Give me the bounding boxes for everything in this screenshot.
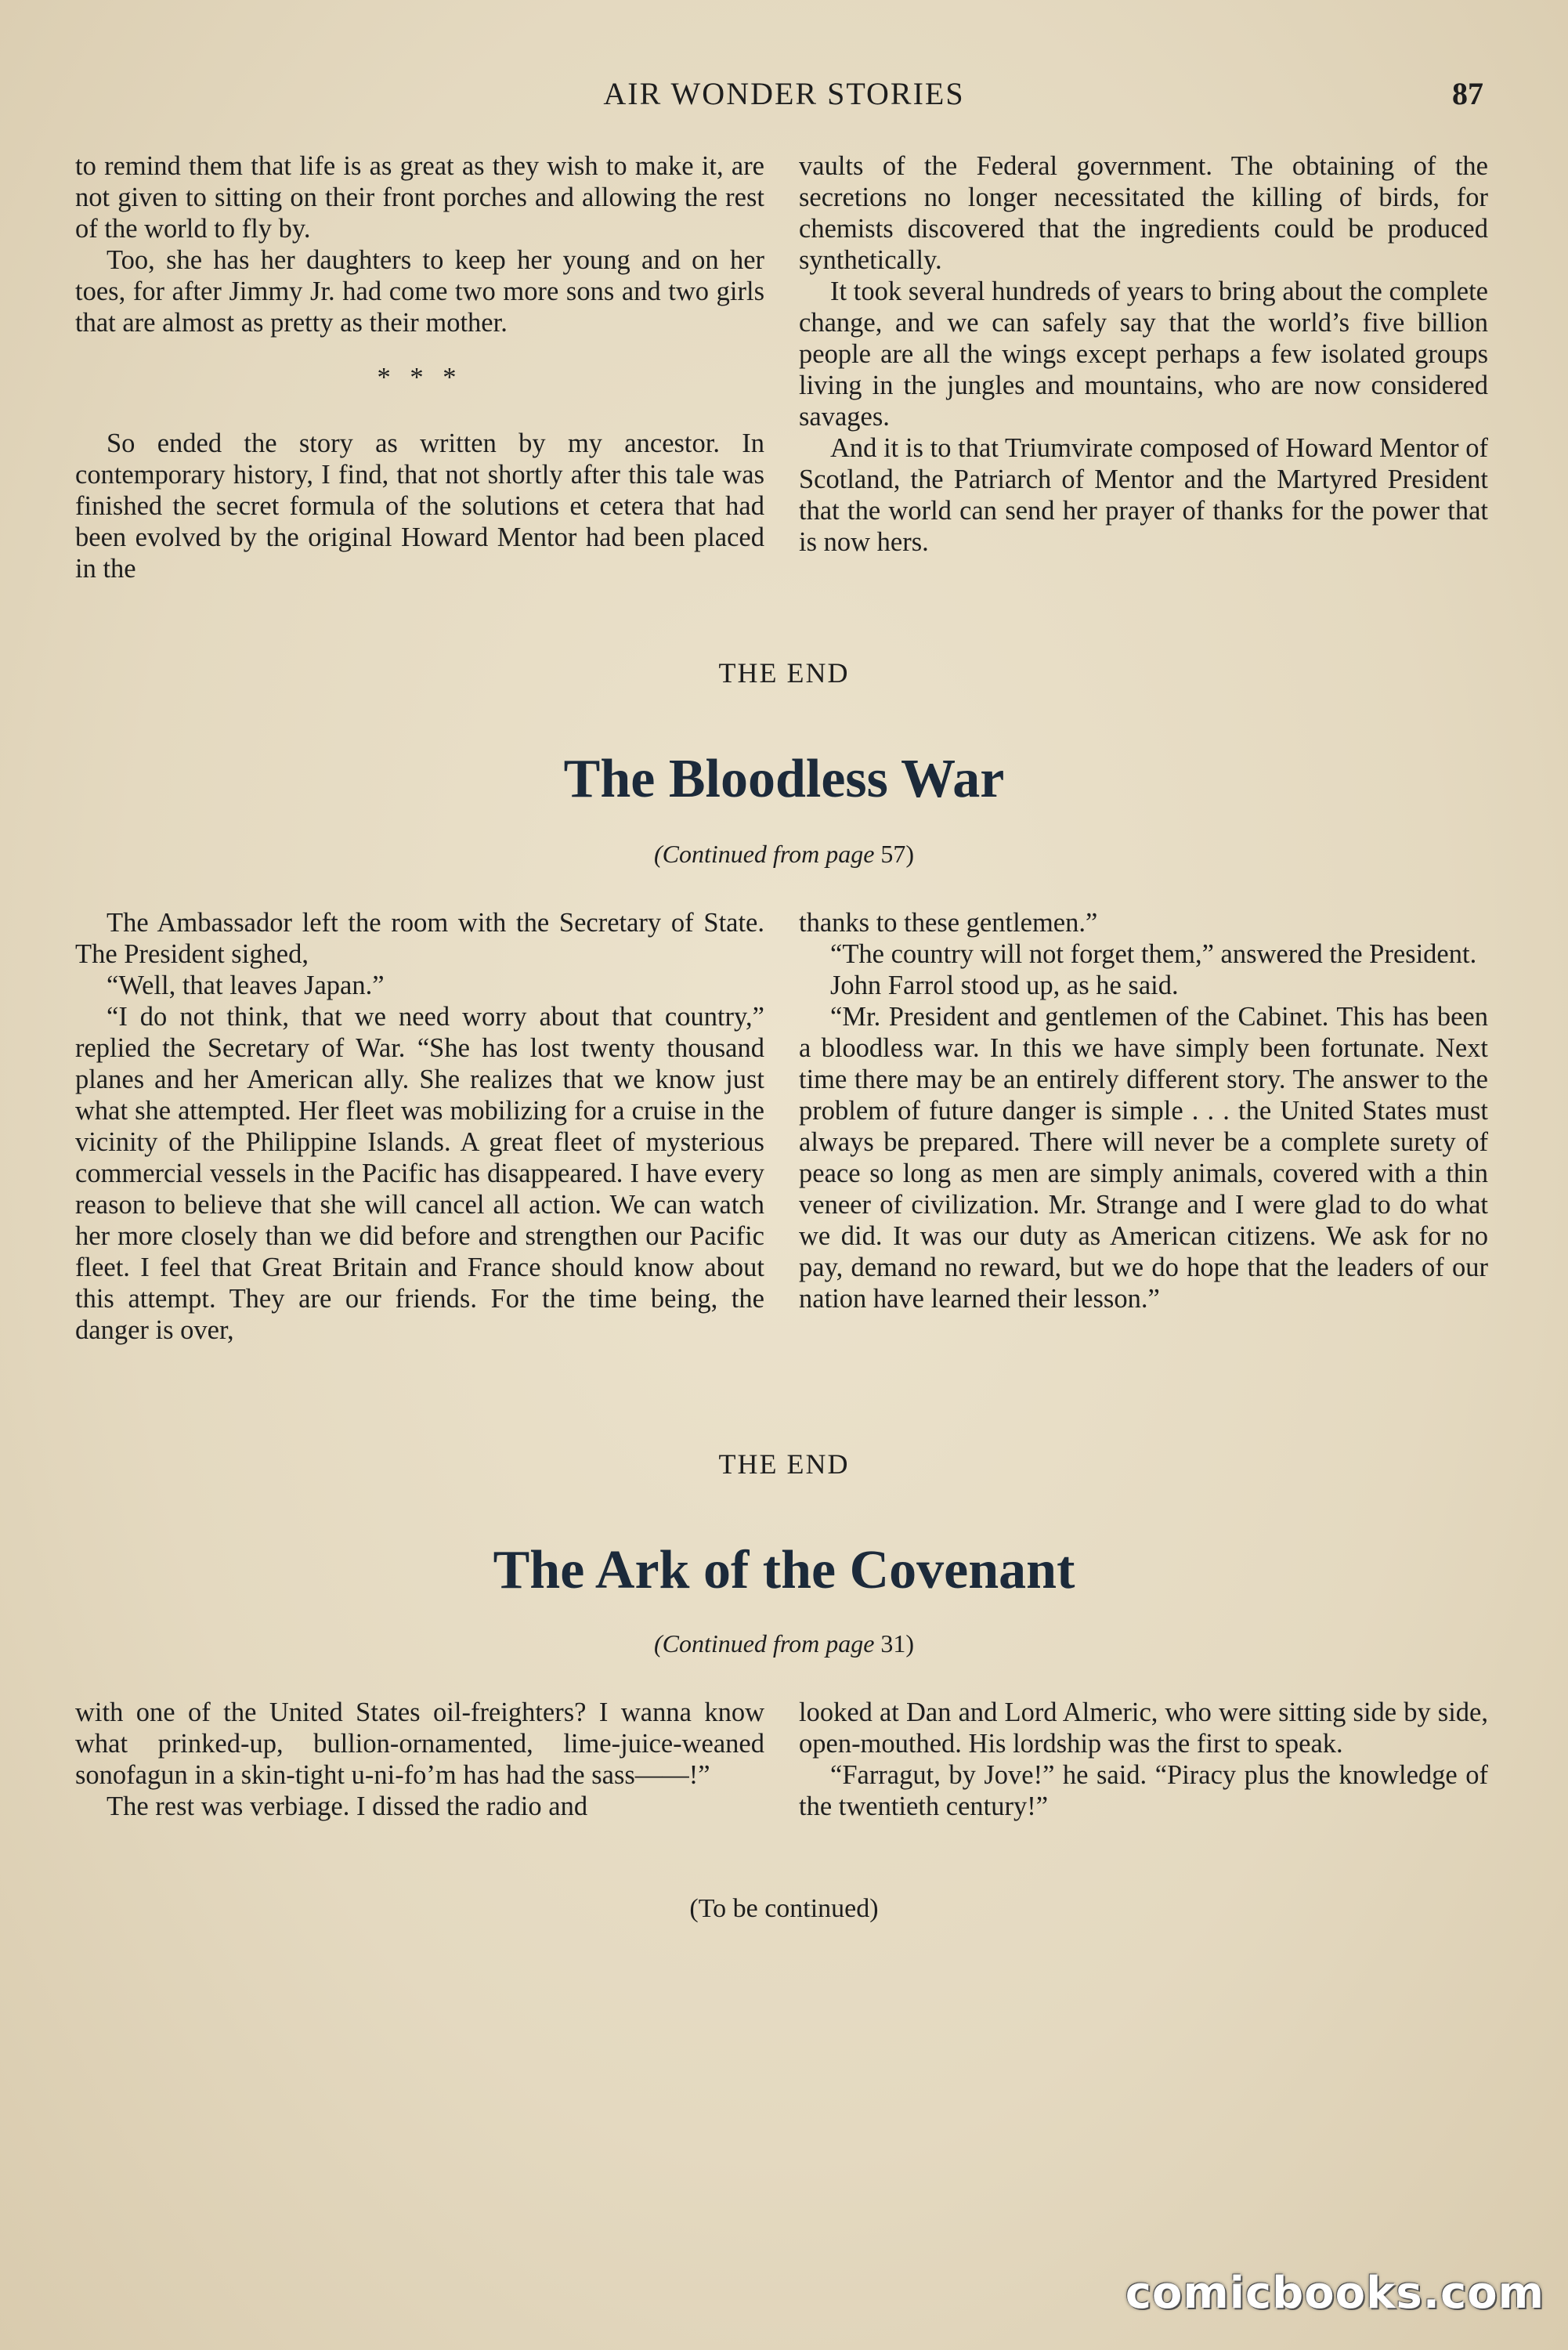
story2-left-column	[75, 907, 764, 1346]
paragraph: The Ambassador left the room with the Secretary of State. The President sighed,	[75, 908, 764, 969]
paragraph: “I do not think, that we need worry about that country,” replied the Secretary of War. “She has lost twenty thousand planes and her American ally. She realizes that we know just what she attempted. Her fleet was mobilizing for a cruise in the vicinity of the Philippine Islands. A great fleet of mysterious commercial vessels in the Pacific has disappeared. I have every reason to believe that she will cancel all action. We can watch her more closely than we did before and strengthen our Pacific fleet. I feel that Great Britain and France should know about this attempt. They are our friends. For the time being, the danger is over,	[75, 1002, 764, 1345]
paragraph: vaults of the Federal government. The obtaining of the secretions no longer necessitated the killing of birds, for chemists discovered that the ingredients could be produced synthetically.	[799, 151, 1488, 275]
story2-right-column	[799, 907, 1488, 1314]
paragraph: looked at Dan and Lord Almeric, who were sitting side by side, open-mouthed. His lordship was the first to speak.	[799, 1697, 1488, 1759]
continued-page: 31	[880, 1629, 906, 1658]
continued-page: 57	[880, 840, 906, 868]
story2-the-end: THE END	[718, 1448, 850, 1480]
story3-right-column	[799, 1697, 1488, 1822]
paragraph: So ended the story as written by my ancestor. In contemporary history, I find, that not shortly after this tale was finished the secret formula of the solutions et cetera that had been evolved by the original Howard Mentor had been placed in the	[75, 428, 764, 584]
watermark-logo: comicbooks.com	[1125, 2268, 1545, 2319]
story3-continued-note	[0, 1629, 1568, 1658]
story3-left-column	[75, 1697, 764, 1822]
running-head	[0, 70, 1568, 118]
story1-right-column	[799, 150, 1488, 558]
paragraph: to remind them that life is as great as they wish to make it, are not given to sitting on their front porches and allowing the rest of the world to fly by.	[75, 151, 764, 244]
running-title: AIR WONDER STORIES	[603, 76, 965, 111]
paragraph: “Well, that leaves Japan.”	[107, 971, 385, 1000]
paragraph: John Farrol stood up, as he said.	[830, 971, 1179, 1000]
story2-title: The Bloodless War	[563, 749, 1005, 809]
paragraph: “Mr. President and gentlemen of the Cabinet. This has been a bloodless war. In this we have simply been fortunate. Next time there may be an entirely different story. The answer to the problem of future danger is simple . . . the United States must always be prepared. There will never be a complete surety of peace so long as men are simply animals, covered with a thin veneer of civilization. Mr. Strange and I were glad to do what we did. It was our duty as American citizens. We ask for no pay, demand no reward, but we do hope that the leaders of our nation have learned their lesson.”	[799, 1002, 1488, 1314]
section-break: * * *	[377, 363, 463, 392]
continued-prefix: (Continued from page	[653, 840, 881, 868]
paragraph: “Farragut, by Jove!” he said. “Piracy plus the knowledge of the twentieth century!”	[799, 1760, 1488, 1821]
continued-suffix: )	[905, 840, 915, 868]
continued-suffix: )	[905, 1629, 915, 1658]
page-number: 87	[1452, 76, 1483, 111]
story1-left-column	[75, 150, 764, 584]
paragraph: The rest was verbiage. I dissed the radio and	[107, 1791, 588, 1821]
story3-title: The Ark of the Covenant	[493, 1540, 1075, 1600]
story1-the-end: THE END	[718, 657, 850, 689]
story2-continued-note	[0, 840, 1568, 869]
to-be-continued: (To be continued)	[689, 1894, 879, 1923]
continued-prefix: (Continued from page	[653, 1629, 881, 1658]
paragraph: And it is to that Triumvirate composed of Howard Mentor of Scotland, the Patriarch of Mentor and the Martyred President that the world can send her prayer of thanks for the power that is now hers.	[799, 433, 1488, 557]
paragraph: It took several hundreds of years to bring about the complete change, and we can safely say that the world’s five billion people are all the wings except perhaps a few isolated groups living in the jungles and mountains, who are now considered savages.	[799, 277, 1488, 432]
paragraph: Too, she has her daughters to keep her young and on her toes, for after Jimmy Jr. had come two more sons and two girls that are almost as pretty as their mother.	[75, 245, 764, 338]
paragraph: “The country will not forget them,” answered the President.	[830, 939, 1477, 969]
paragraph: with one of the United States oil-freighters? I wanna know what prinked-up, bullion-ornamented, lime-juice-weaned sonofagun in a skin-tight u-ni-fo’m has had the sass——!”	[75, 1697, 764, 1790]
paragraph: thanks to these gentlemen.”	[799, 908, 1098, 938]
